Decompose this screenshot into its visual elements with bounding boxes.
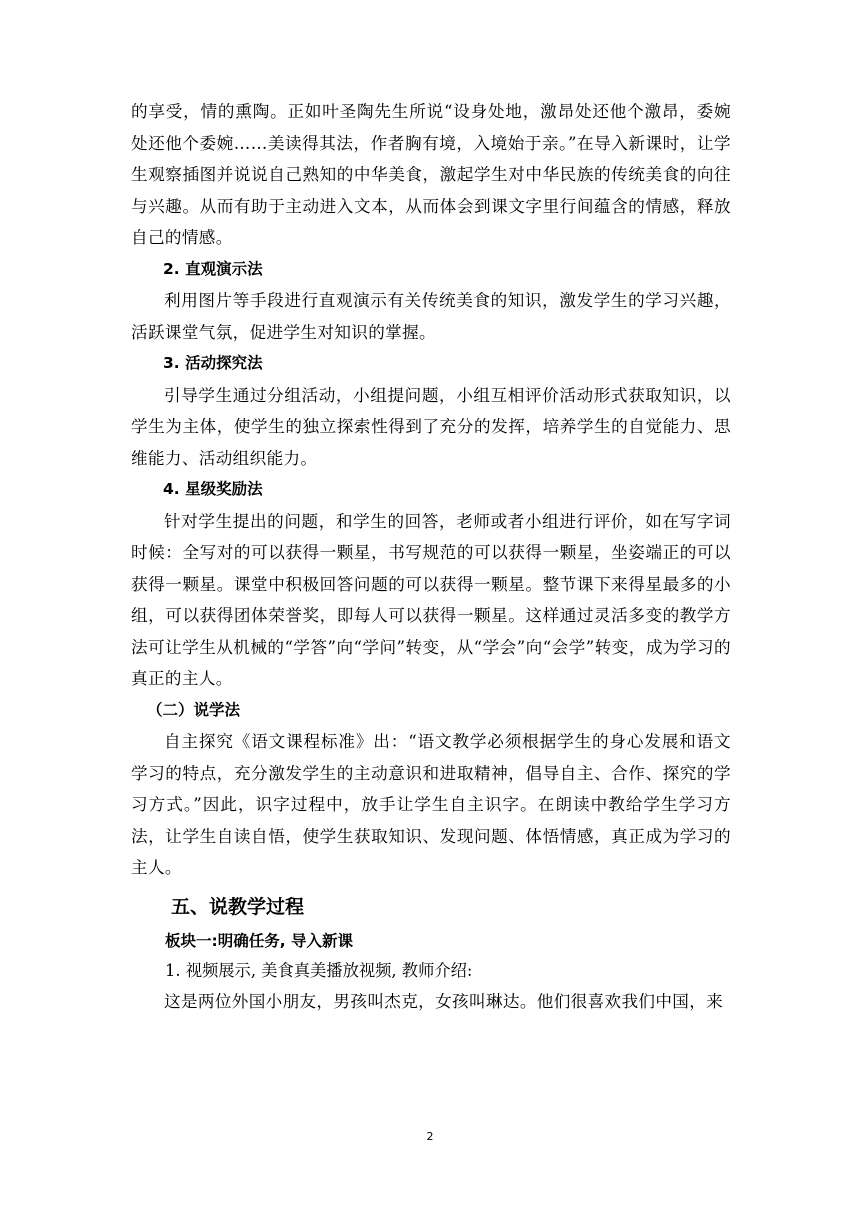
heading-method-4: 4. 星级奖励法 (163, 480, 263, 498)
heading-method-2: 2. 直观演示法 (163, 259, 263, 278)
heading-study-method: （二）说学法 (147, 700, 241, 719)
paragraph-method-4: 针对学生提出的问题，和学生的回答，老师或者小组进行评价，如在写字词时候：全写对的可以获得一颗星，书写规范的可以获得一颗星，坐姿端正的可以获得一颗星。课堂中积极回答问题的可以获得一颗星。整节课下来得星最多的小组，可以获得团体荣誉奖，即每人可以获得一颗星。这样通过灵活多变的教学方法可让学生从机械的“学答”向“学问”转变，从“学会”向“会学”转变，成为学习的真正的主人。 (131, 511, 731, 688)
page-number: 2 (426, 1130, 434, 1143)
paragraph-method-2: 利用图片等手段进行直观演示有关传统美食的知识，激发学生的学习兴趣，活跃课堂气氛，促进学生对知识的掌握。 (131, 291, 731, 342)
paragraph-intro: 的享受，情的熏陶。正如叶圣陶先生所说“设身处地，激昂处还他个激昂，委婉处还他个委婉……美读得其法，作者胸有境，入境始于亲。”在导入新课时，让学生观察插图并说说自己熟知的中华美食，激起学生对中华民族的传统美食的向往与兴趣。从而有助于主动进入文本，从而体会到课文字里行间蕴含的情感，释放自己的情感。 (131, 102, 731, 247)
section-title-teaching-process: 五、说教学过程 (171, 895, 305, 918)
step-1: 1. 视频展示, 美食真美播放视频, 教师介绍: (165, 960, 473, 980)
document-page (131, 96, 731, 1017)
paragraph-method-3: 引导学生通过分组活动，小组提问题，小组互相评价活动形式获取知识，以学生为主体，使学生的独立探索性得到了充分的发挥，培养学生的自觉能力、思维能力、活动组织能力。 (131, 385, 731, 468)
paragraph-study-method: 自主探究《语文课程标准》出：“语文教学必须根据学生的身心发展和语文学习的特点，充分激发学生的主动意识和进取精神，倡导自主、合作、探究的学习方式。”因此，识字过程中，放手让学生自主识字。在朗读中教给学生学习方法，让学生自读自悟，使学生获取知识、发现问题、体悟情感，真正成为学习的主人。 (131, 732, 731, 877)
paragraph-step-1: 这是两位外国小朋友，男孩叫杰克，女孩叫琳达。他们很喜欢我们中国，来 (164, 991, 724, 1011)
heading-method-3: 3. 活动探究法 (163, 354, 263, 372)
block-title-1: 板块一:明确任务, 导入新课 (165, 931, 353, 950)
